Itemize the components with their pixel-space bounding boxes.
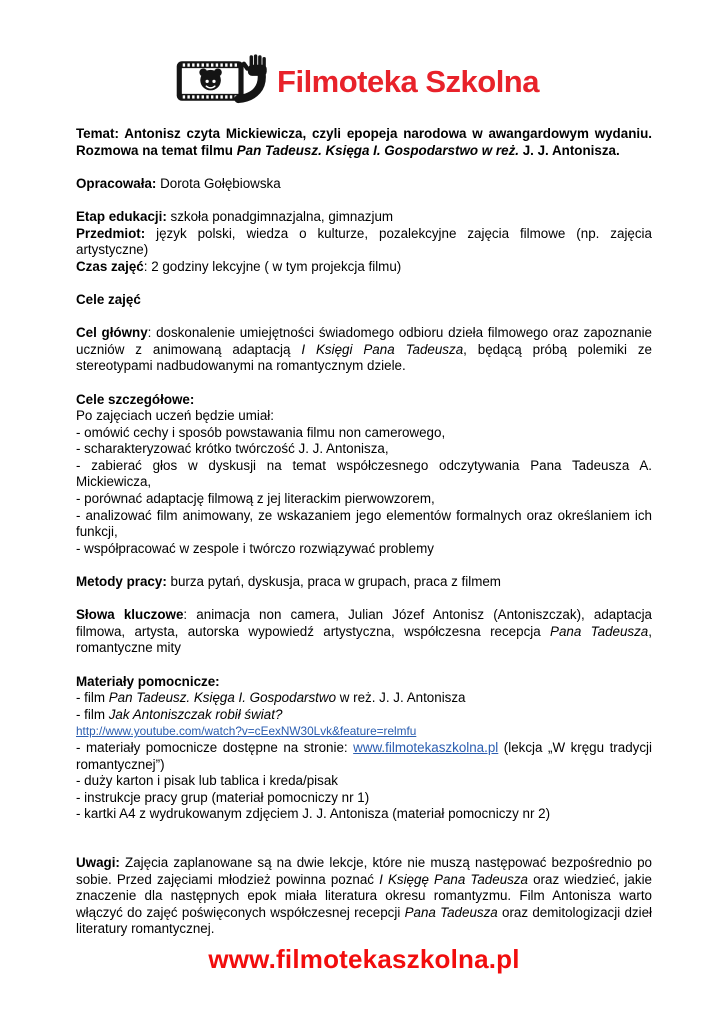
text-run: - współpracować w zespole i twórczo rozwiązywać problemy <box>76 540 434 556</box>
text-run: oraz demitologizacji dzieł literatury romantycznej. <box>76 904 653 937</box>
author-line <box>76 176 652 193</box>
material-strona <box>76 740 652 773</box>
text-run: Cele szczegółowe: <box>76 391 195 407</box>
text-run: burza pytań, dyskusja, praca w grupach, praca z filmem <box>170 574 501 590</box>
text-run: Pan Tadeusz. Księga I. Gospodarstwo <box>108 690 337 706</box>
text-run: Jak Antoniszczak robił świat? <box>108 706 283 722</box>
text-run: I Księgi Pana Tadeusza <box>301 341 464 357</box>
text-run: - kartki A4 z wydrukowanym zdjęciem J. J. Antonisza (materiał pomocniczy nr 2) <box>76 806 551 822</box>
text-run: Pana Tadeusza <box>404 904 498 920</box>
text-run: Zajęcia zaplanowane są na dwie lekcje, które nie muszą następować bezpośrednio po sobie. Przed zajęciami młodzież powinna poznać <box>76 854 652 887</box>
text-run: - zabierać głos w dyskusji na temat współczesnego odczytywania Pana Tadeusza A. Mickiewicza, <box>76 457 652 490</box>
heading-cele-zajec <box>76 292 652 309</box>
text-run: Czas zajęć <box>76 258 144 274</box>
hyperlink[interactable]: www.filmotekaszkolna.pl <box>353 739 499 755</box>
document-body <box>76 126 652 938</box>
text-run: : 2 godziny lekcyjne ( w tym projekcja filmu) <box>143 258 402 274</box>
material-film-1 <box>76 690 652 707</box>
material-kartki <box>76 806 652 823</box>
text-run: Słowa kluczowe <box>76 607 184 623</box>
text-run: - porównać adaptację filmową z jej literackim pierwowzorem, <box>76 491 435 507</box>
bullet-1 <box>76 425 652 442</box>
text-run: - duży karton i pisak lub tablica i kreda/pisak <box>76 773 338 789</box>
text-run: język polski, wiedza o kulturze, pozalekcyjne zajęcia filmowe (np. zajęcia artystyczne) <box>76 225 652 258</box>
title-temat <box>76 126 652 159</box>
cel-glowny <box>76 325 652 375</box>
heading-materialy <box>76 674 652 691</box>
bullet-2 <box>76 441 652 458</box>
text-run: - film <box>76 706 109 722</box>
text-run: Pana Tadeusza <box>550 623 649 639</box>
text-run: : doskonalenie umiejętności świadomego odbioru dzieła filmowego oraz zapoznanie uczniów z animowaną adaptacją <box>76 325 652 357</box>
heading-cele-szczegolowe <box>76 392 652 409</box>
text-run: w reż. J. J. Antonisza <box>336 690 466 706</box>
text-run: - materiały pomocnicze dostępne na stronie: <box>76 739 354 755</box>
bullet-6 <box>76 541 652 558</box>
text-run: - instrukcje pracy grup (materiał pomocniczy nr 1) <box>76 789 370 805</box>
hyperlink[interactable]: http://www.youtube.com/watch?v=cEexNW30Lvk&feature=relmfu <box>76 724 417 739</box>
bullet-3 <box>76 458 652 491</box>
text-run: szkoła ponadgimnazjalna, gimnazjum <box>170 208 394 224</box>
text-run: Uwagi: <box>76 854 120 870</box>
material-film-2 <box>76 707 652 724</box>
text-run: Cele zajęć <box>76 291 141 307</box>
text-run: J. J. Antonisza. <box>518 142 620 158</box>
text-run: Metody pracy: <box>76 574 171 590</box>
text-run: oraz wiedzieć, jakie znaczenie dla następnych epok miała literatura okresu romantyzmu. Film Antonisza warto włączyć do zajęć poświęconych współczesnej recepcji <box>76 871 652 920</box>
text-run: : animacja non camera, Julian Józef Antonisz (Antoniszczak), adaptacja filmowa, artysta, autorska wypowiedź artystyczna, współczesna recepcja <box>76 607 652 639</box>
metody-pracy <box>76 574 652 591</box>
filmstrip-hand-logo-icon <box>175 52 271 110</box>
text-run: - scharakteryzować krótko twórczość J. J. Antonisza, <box>76 441 389 457</box>
text-run: Pan Tadeusz. Księga I. Gospodarstwo w reż. <box>236 142 519 158</box>
bullet-4 <box>76 491 652 508</box>
text-run: - omówić cechy i sposób powstawania filmu non camerowego, <box>76 424 446 440</box>
przedmiot <box>76 226 652 259</box>
czas-zajec <box>76 259 652 276</box>
material-karton <box>76 773 652 790</box>
text-run: Temat: Antonisz czyta Mickiewicza, czyli epopeja narodowa w awangardowym wydaniu. Rozmowa na temat filmu <box>76 126 652 158</box>
material-instrukcje <box>76 790 652 807</box>
text-run: - film <box>76 690 109 706</box>
text-run: Dorota Gołębiowska <box>160 175 281 191</box>
text-run: Materiały pomocnicze: <box>76 673 220 689</box>
brand-title: Filmoteka Szkolna <box>277 63 539 99</box>
text-run: , będącą próbą polemiki ze stereotypami nadbudowanymi na romantycznym dziele. <box>76 341 652 374</box>
text-run: I Księgę Pana Tadeusza <box>379 871 528 887</box>
etap-edukacji <box>76 209 652 226</box>
text-run: Etap edukacji: <box>76 208 171 224</box>
text-run: Opracowała: <box>76 175 161 191</box>
po-zajeciach <box>76 408 652 425</box>
bullet-5 <box>76 508 652 541</box>
text-run: Cel główny <box>76 325 148 341</box>
text-run: Przedmiot: <box>76 225 157 241</box>
youtube-link-line <box>76 723 652 740</box>
text-run: , romantyczne mity <box>76 623 652 656</box>
text-run: - analizować film animowany, ze wskazaniem jego elementów formalnych oraz określaniem ich funkcji, <box>76 507 652 540</box>
slowa-kluczowe <box>76 607 652 657</box>
text-run: (lekcja „W kręgu tradycji romantycznej”) <box>76 739 652 772</box>
uwagi <box>76 855 652 938</box>
footer-url[interactable]: www.filmotekaszkolna.pl <box>208 943 520 974</box>
logo <box>62 52 652 110</box>
text-run: Po zajęciach uczeń będzie umiał: <box>76 408 274 424</box>
